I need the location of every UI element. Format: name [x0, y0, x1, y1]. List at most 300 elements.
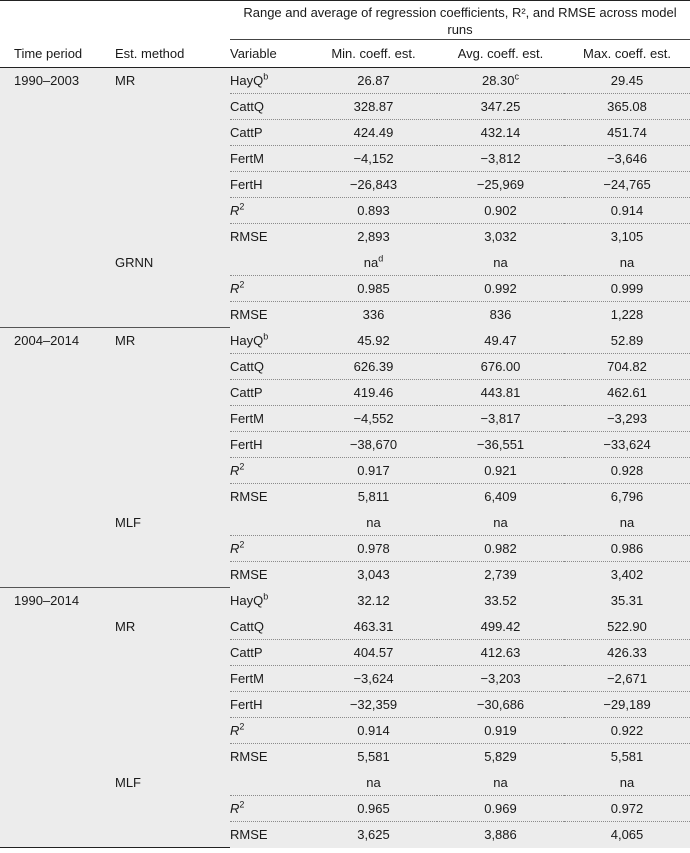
variable-cell-text: FertH	[230, 437, 263, 452]
min-coeff-cell-text: −32,359	[349, 697, 398, 712]
min-coeff-cell-text: 404.57	[353, 645, 394, 660]
table-row	[0, 328, 690, 354]
min-coeff-cell-text: 424.49	[353, 125, 394, 140]
est-method-cell	[115, 796, 230, 822]
table-row	[0, 666, 690, 692]
variable-cell	[230, 744, 310, 770]
table-row	[0, 380, 690, 406]
max-coeff-cell-text: 5,581	[610, 749, 644, 765]
variable-cell-text: CattP	[230, 125, 263, 140]
est-method-cell	[115, 744, 230, 770]
est-method-cell-text: MR	[115, 619, 136, 634]
est-method-cell	[115, 302, 230, 328]
avg-coeff-cell-text: 0.921	[484, 463, 517, 478]
min-coeff-cell-text: 0.978	[357, 541, 390, 556]
time-period-cell	[0, 588, 115, 614]
variable-cell	[230, 198, 310, 224]
variable-cell-text: CattP	[230, 385, 263, 400]
table-row	[0, 172, 690, 198]
time-period-cell	[0, 744, 115, 770]
est-method-cell	[115, 224, 230, 250]
min-coeff-cell	[310, 458, 437, 484]
variable-cell	[230, 770, 310, 796]
max-coeff-cell	[564, 406, 690, 432]
time-period-cell	[0, 458, 115, 484]
est-method-cell	[115, 640, 230, 666]
max-coeff-cell-text: 3,105	[610, 229, 644, 245]
footnote-marker: 2	[239, 279, 245, 290]
min-coeff-cell-text: na	[366, 514, 381, 530]
min-coeff-cell	[310, 484, 437, 510]
col-header-variable: Variable	[230, 40, 310, 68]
time-period-cell	[0, 640, 115, 666]
time-period-cell	[0, 276, 115, 302]
variable-cell	[230, 718, 310, 744]
avg-coeff-cell-text: 0.982	[484, 541, 517, 556]
max-coeff-cell-text: 462.61	[607, 385, 647, 400]
est-method-cell	[115, 770, 230, 796]
variable-cell-text: FertM	[230, 151, 264, 166]
max-coeff-cell-text: 52.89	[610, 332, 644, 348]
avg-coeff-cell-text: −3,203	[480, 671, 521, 686]
min-coeff-cell-text: 2,893	[357, 229, 390, 245]
min-coeff-cell	[310, 120, 437, 146]
variable-cell-text: R	[230, 541, 240, 556]
min-coeff-cell-text: 45.92	[357, 332, 390, 348]
max-coeff-cell-text: 426.33	[607, 645, 647, 660]
avg-coeff-cell-text: na	[493, 774, 508, 790]
variable-cell-text: FertH	[230, 177, 263, 192]
variable-cell	[230, 536, 310, 562]
max-coeff-cell-text: na	[619, 254, 635, 270]
min-coeff-cell	[310, 68, 437, 94]
min-coeff-cell	[310, 250, 437, 276]
min-coeff-cell	[310, 770, 437, 796]
min-coeff-cell-text: 0.965	[357, 801, 390, 816]
avg-coeff-cell	[437, 484, 564, 510]
max-coeff-cell	[564, 770, 690, 796]
col-header-avg: Avg. coeff. est.	[437, 40, 564, 68]
min-coeff-cell	[310, 406, 437, 432]
time-period-cell	[0, 796, 115, 822]
table-row	[0, 120, 690, 146]
table-row	[0, 302, 690, 328]
variable-cell	[230, 172, 310, 198]
variable-cell-text: HayQ	[230, 593, 264, 608]
avg-coeff-cell-text: 33.52	[484, 593, 517, 608]
avg-coeff-cell-text: 0.902	[484, 203, 517, 218]
est-method-cell	[115, 68, 230, 94]
min-coeff-cell-text: na	[363, 254, 379, 270]
min-coeff-cell	[310, 536, 437, 562]
max-coeff-cell	[564, 328, 690, 354]
max-coeff-cell-text: −29,189	[603, 697, 651, 712]
est-method-cell	[115, 276, 230, 302]
min-coeff-cell-text: 328.87	[353, 99, 394, 114]
variable-cell-text: HayQ	[230, 73, 264, 88]
avg-coeff-cell-text: 28.30	[481, 73, 515, 88]
max-coeff-cell-text: 0.999	[610, 281, 644, 296]
min-coeff-cell	[310, 640, 437, 666]
max-coeff-cell-text: 35.31	[610, 593, 644, 608]
max-coeff-cell	[564, 432, 690, 458]
table-row	[0, 640, 690, 666]
avg-coeff-cell	[437, 588, 564, 614]
max-coeff-cell	[564, 484, 690, 510]
header-spacer	[0, 1, 115, 40]
max-coeff-cell	[564, 614, 690, 640]
variable-cell	[230, 354, 310, 380]
col-header-min: Min. coeff. est.	[310, 40, 437, 68]
table-row	[0, 250, 690, 276]
max-coeff-cell	[564, 562, 690, 588]
est-method-cell	[115, 614, 230, 640]
est-method-cell	[115, 432, 230, 458]
avg-coeff-cell	[437, 770, 564, 796]
variable-cell	[230, 692, 310, 718]
est-method-cell-text: MLF	[115, 775, 141, 790]
time-period-cell-text: 2004–2014	[14, 333, 80, 349]
table-row	[0, 458, 690, 484]
max-coeff-cell-text: 365.08	[607, 99, 647, 114]
max-coeff-cell-text: 6,796	[610, 489, 644, 505]
min-coeff-cell-text: 0.917	[357, 463, 390, 478]
avg-coeff-cell-text: 5,829	[484, 749, 517, 765]
table-row	[0, 562, 690, 588]
max-coeff-cell	[564, 744, 690, 770]
variable-cell-text: RMSE	[230, 307, 268, 323]
max-coeff-cell-text: 0.972	[610, 801, 644, 816]
variable-cell	[230, 510, 310, 536]
max-coeff-cell-text: −33,624	[603, 437, 651, 452]
min-coeff-cell-text: 3,043	[357, 567, 390, 583]
table-body	[0, 68, 690, 848]
min-coeff-cell	[310, 172, 437, 198]
avg-coeff-cell	[437, 68, 564, 94]
avg-coeff-cell-text: 3,886	[484, 827, 517, 843]
max-coeff-cell-text: −2,671	[606, 671, 648, 686]
table-row	[0, 770, 690, 796]
variable-cell	[230, 796, 310, 822]
min-coeff-cell	[310, 94, 437, 120]
est-method-cell	[115, 536, 230, 562]
avg-coeff-cell-text: na	[493, 254, 508, 270]
min-coeff-cell	[310, 276, 437, 302]
footnote-marker: 2	[239, 539, 245, 550]
max-coeff-cell	[564, 302, 690, 328]
avg-coeff-cell	[437, 94, 564, 120]
max-coeff-cell-text: 451.74	[607, 125, 647, 140]
variable-cell-text: RMSE	[230, 749, 268, 765]
avg-coeff-cell	[437, 276, 564, 302]
max-coeff-cell	[564, 276, 690, 302]
avg-coeff-cell	[437, 328, 564, 354]
variable-cell	[230, 484, 310, 510]
min-coeff-cell-text: 626.39	[353, 359, 394, 374]
min-coeff-cell-text: −4,152	[353, 151, 394, 166]
variable-cell-text: FertH	[230, 697, 263, 712]
min-coeff-cell-text: −4,552	[353, 411, 394, 426]
variable-cell	[230, 250, 310, 276]
variable-cell-text: CattQ	[230, 99, 264, 114]
avg-coeff-cell	[437, 406, 564, 432]
est-method-cell	[115, 172, 230, 198]
est-method-cell-text: MLF	[115, 515, 141, 530]
max-coeff-cell	[564, 692, 690, 718]
max-coeff-cell	[564, 198, 690, 224]
variable-cell	[230, 432, 310, 458]
avg-coeff-cell-text: 347.25	[480, 99, 521, 114]
time-period-cell-text: 1990–2014	[14, 593, 80, 609]
min-coeff-cell-text: 419.46	[353, 385, 394, 400]
variable-cell-text: RMSE	[230, 229, 268, 245]
max-coeff-cell	[564, 146, 690, 172]
variable-cell	[230, 94, 310, 120]
time-period-cell	[0, 380, 115, 406]
max-coeff-cell-text: 29.45	[610, 73, 644, 88]
variable-cell	[230, 224, 310, 250]
time-period-cell	[0, 484, 115, 510]
table-row	[0, 484, 690, 510]
est-method-cell-text: MR	[115, 333, 136, 349]
variable-cell-text: CattP	[230, 645, 263, 660]
max-coeff-cell	[564, 822, 690, 848]
est-method-cell	[115, 120, 230, 146]
avg-coeff-cell	[437, 302, 564, 328]
avg-coeff-cell	[437, 250, 564, 276]
table-row	[0, 796, 690, 822]
max-coeff-cell	[564, 458, 690, 484]
min-coeff-cell	[310, 796, 437, 822]
time-period-cell	[0, 172, 115, 198]
max-coeff-cell-text: na	[619, 774, 635, 790]
footnote-marker: 2	[239, 799, 245, 810]
est-method-cell-text: GRNN	[115, 255, 154, 270]
table-row	[0, 354, 690, 380]
table-row	[0, 94, 690, 120]
max-coeff-cell	[564, 250, 690, 276]
variable-cell	[230, 328, 310, 354]
max-coeff-cell	[564, 380, 690, 406]
est-method-cell	[115, 146, 230, 172]
time-period-cell	[0, 692, 115, 718]
variable-cell	[230, 120, 310, 146]
col-header-time-period: Time period	[0, 40, 115, 68]
time-period-cell	[0, 432, 115, 458]
min-coeff-cell-text: 336	[362, 307, 385, 323]
max-coeff-cell-text: 0.928	[610, 463, 644, 478]
footnote-marker: b	[263, 591, 269, 602]
min-coeff-cell-text: 5,581	[357, 749, 390, 765]
table-row	[0, 510, 690, 536]
time-period-cell	[0, 666, 115, 692]
min-coeff-cell-text: 0.985	[357, 281, 390, 296]
min-coeff-cell-text: 0.893	[357, 203, 390, 218]
max-coeff-cell-text: 704.82	[607, 359, 647, 374]
avg-coeff-cell	[437, 744, 564, 770]
min-coeff-cell	[310, 510, 437, 536]
avg-coeff-cell-text: −25,969	[476, 177, 525, 192]
max-coeff-cell-text: na	[619, 514, 635, 530]
header-spacer	[115, 1, 230, 40]
table-row	[0, 614, 690, 640]
min-coeff-cell-text: −38,670	[349, 437, 398, 452]
variable-cell	[230, 406, 310, 432]
est-method-cell	[115, 380, 230, 406]
avg-coeff-cell	[437, 432, 564, 458]
time-period-cell	[0, 822, 115, 848]
max-coeff-cell-text: −3,293	[606, 411, 648, 426]
avg-coeff-cell-text: −36,551	[476, 437, 525, 452]
avg-coeff-cell	[437, 614, 564, 640]
time-period-cell	[0, 328, 115, 354]
avg-coeff-cell	[437, 224, 564, 250]
min-coeff-cell	[310, 328, 437, 354]
avg-coeff-cell-text: −30,686	[476, 697, 525, 712]
avg-coeff-cell	[437, 536, 564, 562]
variable-cell	[230, 146, 310, 172]
table-row	[0, 68, 690, 94]
est-method-cell	[115, 328, 230, 354]
variable-cell	[230, 380, 310, 406]
min-coeff-cell	[310, 614, 437, 640]
max-coeff-cell	[564, 120, 690, 146]
time-period-cell	[0, 146, 115, 172]
table-row	[0, 276, 690, 302]
min-coeff-cell	[310, 718, 437, 744]
variable-cell	[230, 822, 310, 848]
time-period-cell	[0, 302, 115, 328]
min-coeff-cell	[310, 380, 437, 406]
variable-cell	[230, 68, 310, 94]
avg-coeff-cell	[437, 692, 564, 718]
max-coeff-cell	[564, 588, 690, 614]
variable-cell-text: FertM	[230, 671, 264, 686]
max-coeff-cell	[564, 172, 690, 198]
max-coeff-cell	[564, 68, 690, 94]
max-coeff-cell	[564, 536, 690, 562]
avg-coeff-cell-text: 0.992	[484, 281, 517, 296]
footnote-marker: 2	[239, 201, 245, 212]
min-coeff-cell-text: −26,843	[349, 177, 398, 192]
variable-cell-text: RMSE	[230, 567, 268, 583]
avg-coeff-cell	[437, 718, 564, 744]
est-method-cell-text: MR	[115, 73, 136, 89]
avg-coeff-cell	[437, 640, 564, 666]
min-coeff-cell-text: 5,811	[357, 489, 390, 505]
header-row-columns	[0, 40, 690, 68]
time-period-cell	[0, 536, 115, 562]
est-method-cell	[115, 406, 230, 432]
variable-cell	[230, 276, 310, 302]
max-coeff-cell-text: 522.90	[607, 618, 647, 634]
time-period-cell	[0, 120, 115, 146]
time-period-cell	[0, 770, 115, 796]
min-coeff-cell	[310, 146, 437, 172]
variable-cell-text: R	[230, 723, 240, 738]
table-row	[0, 718, 690, 744]
avg-coeff-cell-text: 3,032	[484, 229, 517, 245]
time-period-cell	[0, 510, 115, 536]
min-coeff-cell	[310, 224, 437, 250]
est-method-cell	[115, 692, 230, 718]
min-coeff-cell-text: 32.12	[357, 593, 390, 608]
table-row	[0, 744, 690, 770]
avg-coeff-cell-text: 836	[489, 307, 512, 323]
table-row	[0, 588, 690, 614]
max-coeff-cell	[564, 94, 690, 120]
min-coeff-cell	[310, 588, 437, 614]
min-coeff-cell	[310, 692, 437, 718]
footnote-marker: d	[378, 253, 384, 264]
table-row	[0, 198, 690, 224]
variable-cell-text: RMSE	[230, 827, 268, 843]
est-method-cell	[115, 458, 230, 484]
avg-coeff-cell-text: −3,817	[480, 411, 521, 426]
avg-coeff-cell	[437, 666, 564, 692]
footnote-marker: b	[263, 71, 269, 82]
min-coeff-cell-text: 0.914	[357, 723, 390, 738]
table-row	[0, 432, 690, 458]
min-coeff-cell-text: na	[366, 774, 381, 790]
min-coeff-cell	[310, 198, 437, 224]
avg-coeff-cell	[437, 510, 564, 536]
avg-coeff-cell-text: 2,739	[484, 567, 517, 583]
time-period-cell	[0, 406, 115, 432]
est-method-cell	[115, 354, 230, 380]
avg-coeff-cell-text: 676.00	[480, 359, 521, 374]
min-coeff-cell-text: 3,625	[357, 827, 390, 843]
variable-cell-text: FertM	[230, 411, 264, 426]
avg-coeff-cell-text: na	[493, 514, 508, 530]
est-method-cell	[115, 198, 230, 224]
avg-coeff-cell	[437, 354, 564, 380]
max-coeff-cell-text: 0.986	[610, 541, 644, 556]
table-row	[0, 536, 690, 562]
variable-cell	[230, 302, 310, 328]
avg-coeff-cell-text: −3,812	[480, 151, 521, 166]
max-coeff-cell-text: −3,646	[606, 151, 648, 166]
variable-cell-text: HayQ	[230, 332, 264, 348]
est-method-cell	[115, 666, 230, 692]
variable-cell	[230, 640, 310, 666]
max-coeff-cell-text: 0.922	[610, 723, 644, 738]
variable-cell-text: CattQ	[230, 618, 264, 634]
max-coeff-cell	[564, 354, 690, 380]
est-method-cell	[115, 250, 230, 276]
est-method-cell	[115, 588, 230, 614]
avg-coeff-cell	[437, 172, 564, 198]
max-coeff-cell	[564, 666, 690, 692]
avg-coeff-cell	[437, 796, 564, 822]
variable-cell-text: R	[230, 281, 240, 296]
avg-coeff-cell-text: 49.47	[484, 332, 517, 348]
min-coeff-cell-text: 26.87	[357, 73, 390, 88]
max-coeff-cell	[564, 224, 690, 250]
est-method-cell	[115, 510, 230, 536]
est-method-cell	[115, 718, 230, 744]
avg-coeff-cell	[437, 822, 564, 848]
time-period-cell	[0, 614, 115, 640]
col-header-max: Max. coeff. est.	[564, 40, 690, 68]
time-period-cell	[0, 94, 115, 120]
variable-cell	[230, 562, 310, 588]
table-row	[0, 822, 690, 848]
variable-cell	[230, 666, 310, 692]
table-row	[0, 146, 690, 172]
min-coeff-cell	[310, 744, 437, 770]
avg-coeff-cell	[437, 146, 564, 172]
